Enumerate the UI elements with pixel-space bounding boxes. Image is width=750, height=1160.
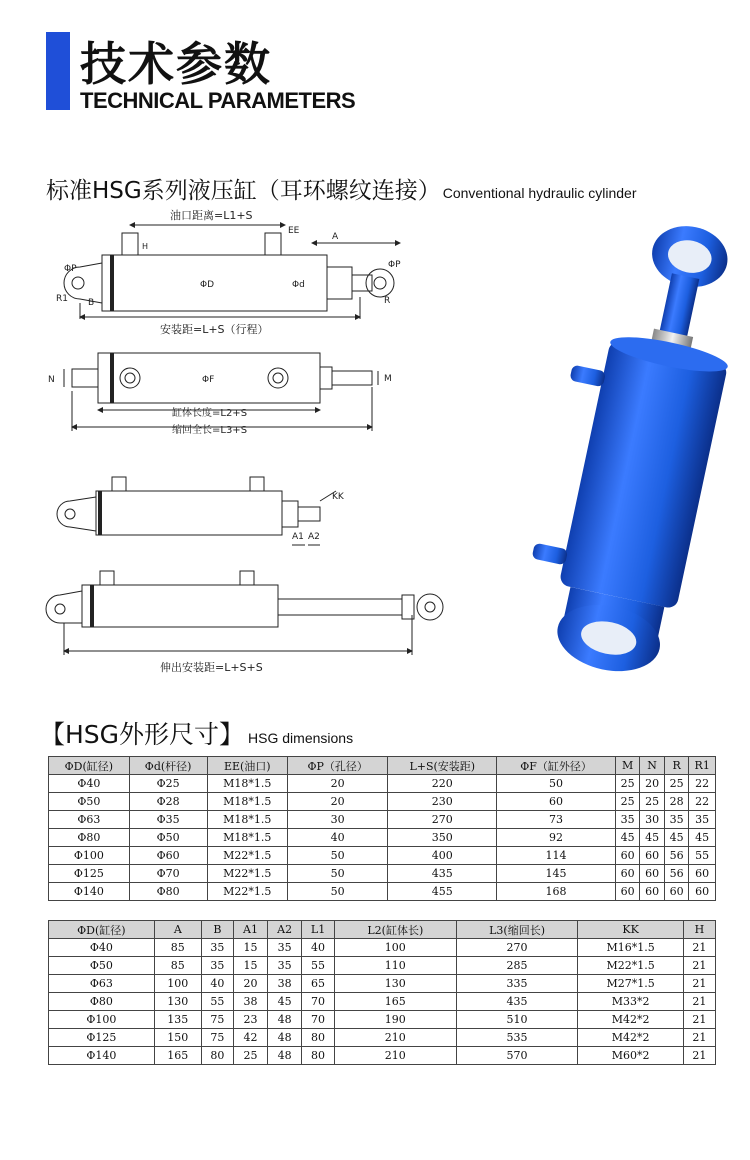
table-cell: 20 bbox=[288, 793, 388, 811]
table-cell: Φ80 bbox=[49, 829, 130, 847]
column-header: A1 bbox=[233, 921, 267, 939]
table-cell: 335 bbox=[456, 975, 578, 993]
table-row bbox=[49, 883, 716, 901]
table-cell: 75 bbox=[201, 1029, 233, 1047]
table-cell: 30 bbox=[288, 811, 388, 829]
table-row bbox=[49, 1011, 716, 1029]
table-cell: 50 bbox=[288, 865, 388, 883]
column-header: KK bbox=[578, 921, 683, 939]
table-cell: 80 bbox=[302, 1047, 335, 1065]
table-cell: 150 bbox=[154, 1029, 201, 1047]
table-cell: 48 bbox=[268, 1029, 302, 1047]
table-cell: 60 bbox=[640, 865, 665, 883]
table-cell: 55 bbox=[689, 847, 716, 865]
table-cell: 20 bbox=[640, 775, 665, 793]
table-cell: 21 bbox=[683, 1047, 715, 1065]
table-cell: 110 bbox=[334, 957, 456, 975]
table-cell: 25 bbox=[615, 775, 640, 793]
table-cell: Φ60 bbox=[129, 847, 207, 865]
header-accent-bar bbox=[46, 32, 70, 110]
table-row bbox=[49, 957, 716, 975]
table-cell: 130 bbox=[334, 975, 456, 993]
table-cell: 42 bbox=[233, 1029, 267, 1047]
table-row bbox=[49, 775, 716, 793]
table-cell: 28 bbox=[664, 793, 689, 811]
label-m: M bbox=[384, 374, 392, 384]
label-a2: A2 bbox=[308, 532, 320, 542]
table-cell: 20 bbox=[288, 775, 388, 793]
hydraulic-cylinder-image bbox=[490, 205, 740, 675]
table-cell: 75 bbox=[201, 1011, 233, 1029]
table-cell: 60 bbox=[640, 883, 665, 901]
table-cell: M22*1.5 bbox=[207, 865, 287, 883]
table-row bbox=[49, 975, 716, 993]
label-phi-d-rod: Φd bbox=[292, 280, 305, 290]
table-cell: 56 bbox=[664, 865, 689, 883]
table-cell: 190 bbox=[334, 1011, 456, 1029]
table-cell: 45 bbox=[689, 829, 716, 847]
label-phi-p-right: ΦP bbox=[388, 260, 401, 270]
column-header: R bbox=[664, 757, 689, 775]
table-cell: M22*1.5 bbox=[578, 957, 683, 975]
table-cell: 60 bbox=[689, 865, 716, 883]
label-retracted-length: 缩回全长=L3+S bbox=[172, 425, 248, 436]
label-ee: EE bbox=[288, 226, 300, 236]
table-cell: 70 bbox=[302, 993, 335, 1011]
table-cell: 210 bbox=[334, 1047, 456, 1065]
drawing-top-view bbox=[64, 353, 378, 431]
table-cell: M16*1.5 bbox=[578, 939, 683, 957]
table-cell: 22 bbox=[689, 775, 716, 793]
table-cell: 35 bbox=[201, 957, 233, 975]
column-header: R1 bbox=[689, 757, 716, 775]
label-n: N bbox=[48, 375, 55, 385]
label-phi-p-left: ΦP bbox=[64, 264, 77, 274]
dimensions-title-en: HSG dimensions bbox=[248, 730, 354, 746]
table-cell: Φ63 bbox=[49, 811, 130, 829]
column-header: N bbox=[640, 757, 665, 775]
table-cell: 21 bbox=[683, 1029, 715, 1047]
table-row bbox=[49, 829, 716, 847]
table-cell: 510 bbox=[456, 1011, 578, 1029]
table-cell: 21 bbox=[683, 957, 715, 975]
table-cell: 114 bbox=[497, 847, 616, 865]
table-cell: M42*2 bbox=[578, 1029, 683, 1047]
table-cell: 55 bbox=[302, 957, 335, 975]
table-cell: 165 bbox=[154, 1047, 201, 1065]
table-cell: 38 bbox=[233, 993, 267, 1011]
table-cell: 165 bbox=[334, 993, 456, 1011]
table-cell: M18*1.5 bbox=[207, 775, 287, 793]
table-cell: 60 bbox=[615, 847, 640, 865]
table-cell: 48 bbox=[268, 1011, 302, 1029]
table-cell: M60*2 bbox=[578, 1047, 683, 1065]
table-cell: 60 bbox=[615, 865, 640, 883]
table-cell: 56 bbox=[664, 847, 689, 865]
table-cell: Φ50 bbox=[49, 793, 130, 811]
table-cell: 570 bbox=[456, 1047, 578, 1065]
table-cell: 85 bbox=[154, 939, 201, 957]
table-cell: 35 bbox=[689, 811, 716, 829]
label-b: B bbox=[88, 298, 95, 308]
table-cell: 220 bbox=[388, 775, 497, 793]
dimensions-table-1 bbox=[48, 756, 716, 901]
label-phi-d: ΦD bbox=[200, 280, 215, 290]
subtitle-en: Conventional hydraulic cylinder bbox=[442, 185, 637, 201]
table-cell: 35 bbox=[268, 957, 302, 975]
table-cell: 135 bbox=[154, 1011, 201, 1029]
column-header: ΦP（孔径） bbox=[288, 757, 388, 775]
table-cell: 85 bbox=[154, 957, 201, 975]
label-phi-f: ΦF bbox=[202, 375, 215, 385]
page-title: 技术参数 bbox=[80, 37, 272, 91]
table-cell: Φ40 bbox=[49, 775, 130, 793]
table-cell: 100 bbox=[154, 975, 201, 993]
column-header: M bbox=[615, 757, 640, 775]
table-cell: Φ125 bbox=[49, 865, 130, 883]
table-row bbox=[49, 993, 716, 1011]
table-cell: 25 bbox=[664, 775, 689, 793]
column-header: EE(油口) bbox=[207, 757, 287, 775]
column-header: ΦD(缸径) bbox=[49, 921, 155, 939]
column-header: L2(缸体长) bbox=[334, 921, 456, 939]
table-cell: 35 bbox=[664, 811, 689, 829]
column-header: ΦD(缸径) bbox=[49, 757, 130, 775]
table-cell: Φ125 bbox=[49, 1029, 155, 1047]
table-cell: 21 bbox=[683, 1011, 715, 1029]
table-cell: 55 bbox=[201, 993, 233, 1011]
column-header: A2 bbox=[268, 921, 302, 939]
table-cell: 350 bbox=[388, 829, 497, 847]
table-cell: M33*2 bbox=[578, 993, 683, 1011]
column-header: L1 bbox=[302, 921, 335, 939]
table-row bbox=[49, 811, 716, 829]
dimensions-table-2 bbox=[48, 920, 716, 1065]
table-cell: M18*1.5 bbox=[207, 793, 287, 811]
table-cell: 30 bbox=[640, 811, 665, 829]
table-cell: 45 bbox=[268, 993, 302, 1011]
table-cell: 23 bbox=[233, 1011, 267, 1029]
table-cell: 60 bbox=[497, 793, 616, 811]
dimensions-title-cn: 【HSG外形尺寸】 bbox=[40, 720, 245, 749]
table-cell: 80 bbox=[302, 1029, 335, 1047]
table-cell: 15 bbox=[233, 957, 267, 975]
table-cell: 168 bbox=[497, 883, 616, 901]
table-cell: 50 bbox=[497, 775, 616, 793]
table-cell: 40 bbox=[201, 975, 233, 993]
table-row bbox=[49, 865, 716, 883]
table-cell: 25 bbox=[233, 1047, 267, 1065]
table-cell: 130 bbox=[154, 993, 201, 1011]
table-cell: 35 bbox=[268, 939, 302, 957]
table-cell: 400 bbox=[388, 847, 497, 865]
section-subtitle bbox=[46, 172, 637, 205]
table-cell: 60 bbox=[664, 883, 689, 901]
table-cell: 25 bbox=[640, 793, 665, 811]
table-cell: 210 bbox=[334, 1029, 456, 1047]
table-cell: 455 bbox=[388, 883, 497, 901]
column-header: A bbox=[154, 921, 201, 939]
table-cell: 50 bbox=[288, 883, 388, 901]
label-r1: R1 bbox=[56, 294, 68, 304]
drawing-side-view bbox=[64, 225, 400, 319]
table-cell: 270 bbox=[456, 939, 578, 957]
label-barrel-length: 缸体长度=L2+S bbox=[172, 408, 248, 419]
table-cell: Φ35 bbox=[129, 811, 207, 829]
table-cell: M42*2 bbox=[578, 1011, 683, 1029]
table-cell: Φ80 bbox=[129, 883, 207, 901]
table-cell: Φ140 bbox=[49, 883, 130, 901]
table-cell: M27*1.5 bbox=[578, 975, 683, 993]
table-row bbox=[49, 1029, 716, 1047]
table-cell: Φ70 bbox=[129, 865, 207, 883]
table-cell: M18*1.5 bbox=[207, 829, 287, 847]
table-cell: 21 bbox=[683, 939, 715, 957]
table-header-row bbox=[49, 921, 716, 939]
column-header: ΦF（缸外径） bbox=[497, 757, 616, 775]
table-cell: 45 bbox=[640, 829, 665, 847]
table-cell: 25 bbox=[615, 793, 640, 811]
table-cell: 535 bbox=[456, 1029, 578, 1047]
column-header: B bbox=[201, 921, 233, 939]
table-cell: 65 bbox=[302, 975, 335, 993]
table-cell: M22*1.5 bbox=[207, 847, 287, 865]
technical-drawings bbox=[40, 205, 450, 685]
table-row bbox=[49, 793, 716, 811]
table-cell: 60 bbox=[615, 883, 640, 901]
table-cell: 21 bbox=[683, 993, 715, 1011]
label-extended-distance: 伸出安装距=L+S+S bbox=[160, 661, 263, 674]
table-cell: 22 bbox=[689, 793, 716, 811]
table-cell: 50 bbox=[288, 847, 388, 865]
table-cell: M18*1.5 bbox=[207, 811, 287, 829]
table-cell: 73 bbox=[497, 811, 616, 829]
table-cell: 60 bbox=[640, 847, 665, 865]
dimensions-title bbox=[40, 715, 353, 751]
table-cell: 60 bbox=[689, 883, 716, 901]
table-cell: 20 bbox=[233, 975, 267, 993]
table-cell: 45 bbox=[664, 829, 689, 847]
table-cell: Φ50 bbox=[129, 829, 207, 847]
table-cell: 45 bbox=[615, 829, 640, 847]
table-row bbox=[49, 939, 716, 957]
table-cell: Φ140 bbox=[49, 1047, 155, 1065]
table-cell: 270 bbox=[388, 811, 497, 829]
table-cell: Φ80 bbox=[49, 993, 155, 1011]
label-port-distance: 油口距离=L1+S bbox=[170, 209, 253, 222]
label-install-distance: 安装距=L+S（行程） bbox=[160, 323, 269, 336]
column-header: H bbox=[683, 921, 715, 939]
label-a1: A1 bbox=[292, 532, 304, 542]
table-cell: 230 bbox=[388, 793, 497, 811]
table-cell: Φ40 bbox=[49, 939, 155, 957]
label-r: R bbox=[384, 296, 391, 306]
table-cell: Φ100 bbox=[49, 1011, 155, 1029]
table-cell: 70 bbox=[302, 1011, 335, 1029]
drawing-extended bbox=[46, 571, 443, 655]
table-cell: 145 bbox=[497, 865, 616, 883]
table-cell: Φ63 bbox=[49, 975, 155, 993]
table-cell: 38 bbox=[268, 975, 302, 993]
subtitle-cn: 标准HSG系列液压缸（耳环螺纹连接） bbox=[46, 178, 441, 204]
table-cell: Φ28 bbox=[129, 793, 207, 811]
column-header: L+S(安装距) bbox=[388, 757, 497, 775]
table-cell: 435 bbox=[388, 865, 497, 883]
table-row bbox=[49, 1047, 716, 1065]
table-cell: Φ50 bbox=[49, 957, 155, 975]
label-kk: KK bbox=[332, 492, 344, 502]
table-cell: 35 bbox=[201, 939, 233, 957]
table-cell: 100 bbox=[334, 939, 456, 957]
table-cell: 15 bbox=[233, 939, 267, 957]
table-cell: 435 bbox=[456, 993, 578, 1011]
table-cell: 285 bbox=[456, 957, 578, 975]
table-cell: 21 bbox=[683, 975, 715, 993]
table-cell: M22*1.5 bbox=[207, 883, 287, 901]
table-cell: 80 bbox=[201, 1047, 233, 1065]
table-cell: 40 bbox=[302, 939, 335, 957]
table-cell: Φ100 bbox=[49, 847, 130, 865]
table-cell: 40 bbox=[288, 829, 388, 847]
table-header-row bbox=[49, 757, 716, 775]
label-a: A bbox=[332, 232, 339, 242]
table-row bbox=[49, 847, 716, 865]
table-cell: Φ25 bbox=[129, 775, 207, 793]
table-cell: 48 bbox=[268, 1047, 302, 1065]
page-title-en: TECHNICAL PARAMETERS bbox=[80, 88, 356, 113]
table-cell: 35 bbox=[615, 811, 640, 829]
label-h: H bbox=[142, 242, 149, 251]
table-cell: 92 bbox=[497, 829, 616, 847]
column-header: Φd(杆径) bbox=[129, 757, 207, 775]
column-header: L3(缩回长) bbox=[456, 921, 578, 939]
